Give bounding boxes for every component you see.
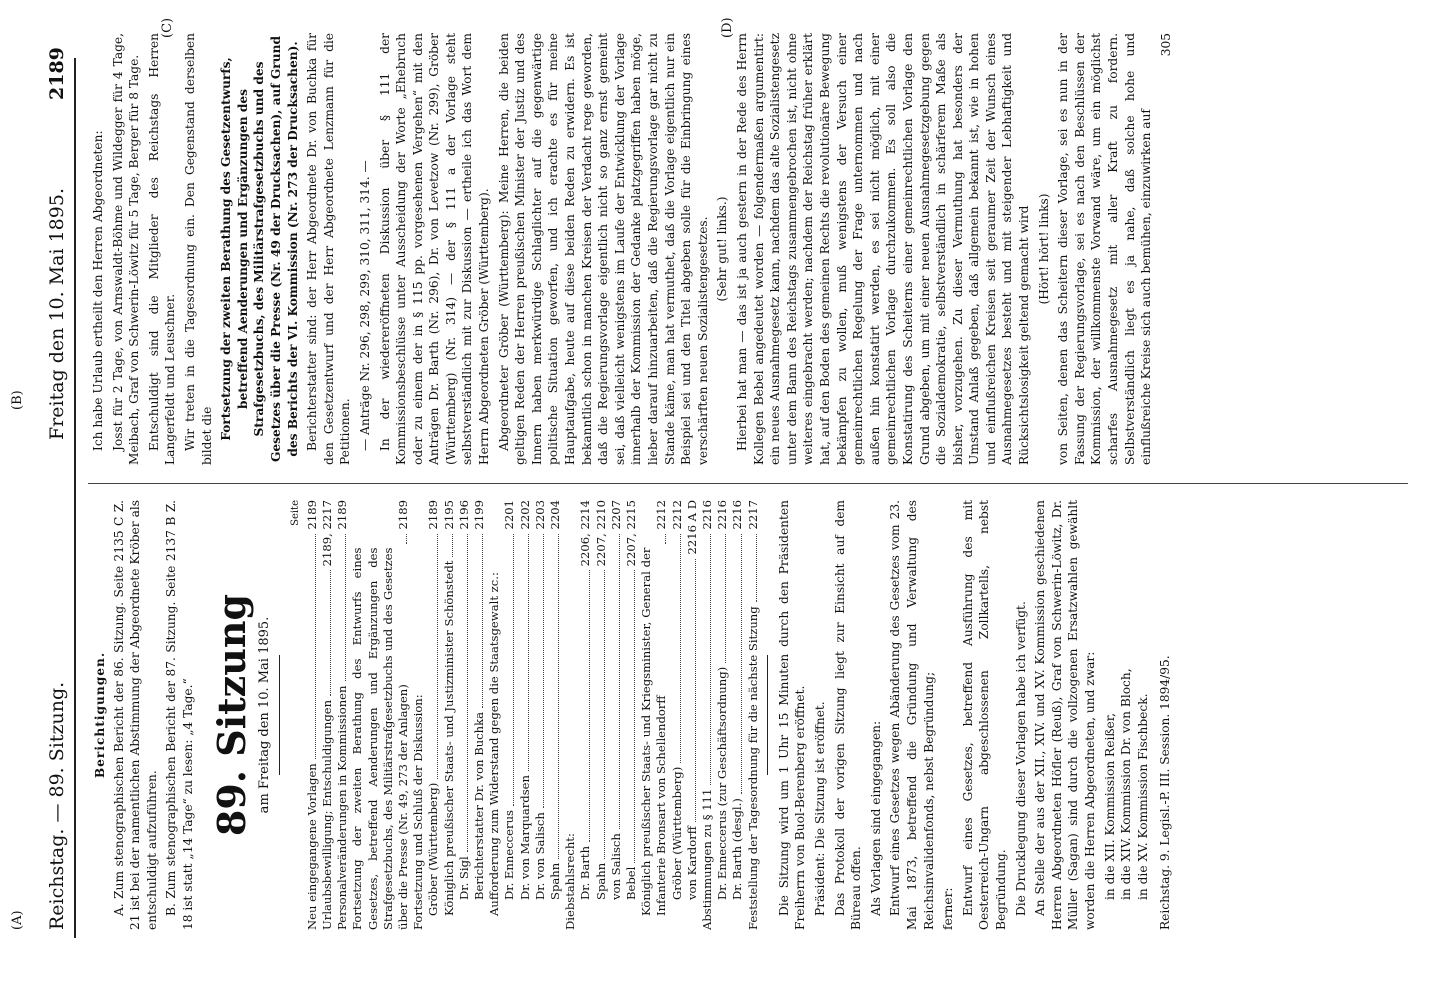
toc-entry [594,500,609,930]
toc-entry-text: Urlaubsbewilligung; Entschuldigungen [319,699,334,930]
toc-entry-page: 2207 [608,500,623,530]
left-column [90,500,1410,930]
toc-leader-dots [315,534,316,760]
toc-entry-text: Fortsetzung und Schluß der Diskussion: [411,694,426,930]
toc-entry-page: 2212 [669,500,684,530]
running-header-left: Reichstag. — 89. Sitzung. [46,681,68,930]
toc-entry [350,500,411,930]
toc-leader-dots [330,570,331,696]
toc-leader-dots [452,534,453,557]
toc-entry [578,500,593,930]
rapporteurs: Berichterstatter sind: der Herr Abgeordnete Dr. von Buchka für den Gesetzentwurf und der Herr Abgeordnete Lenzmann für die Petitionen. [305,33,353,465]
groeber-speech-cont: Hierbei hat man — das ist ja auch gestern in der Rede des Herrn Kollegen Bebel angedeutet worden — folgendermaßen argumentirt: ein neues Ausnahmegesetz kann, nachdem das alte Sozialistengesetz unter dem Bann des Reichstags zusammengebrochen ist, nicht ohne weiteres eingebracht werden; nachdem der Reichstag früher erklärt hat, auf den Boden des gemeinen Rechts die revolutionäre Bewegung bekämpfen zu wollen, muß wenigstens der Versuch einer gemeinrechtlichen Regelung der Frage unternommen und nach außen hin konstatirt werden, es sei nicht möglich, mit einer gemeinrechtlichen Vorlage durchzukommen. Es soll also die Konstatirung des Scheiterns einer gemeinrechtlichen Vorlage den Grund abgeben, um mit einer neuen Ausnahmegesetzgebung gegen die Sozialdemokratie, selbstverständlich in schärferem Maße als bisher, vorzugehen. Zu dieser Vermuthung hat besonders der Umstand Anlaß gegeben, daß allgemein bekannt ist, wie in hohen und einflußreichen Kreisen seit geraumer Zeit der Wunsch eines Ausnahmegesetzes besteht und mit steigender Lebhaftigkeit und Rücksichtslosigkeit geltend gemacht wird [734,33,1032,465]
toc-entry-text: Königlich preußischer Staats- und Justizminister Schönstedt [441,560,456,916]
toc-entry [426,500,441,930]
page-number: 2189 [46,47,68,100]
discussion-intro: In der wiedereröffneten Diskussion über § 111 der Kommissionsbeschlüsse unter Ausscheidung der Worte „Ehebruch oder zu einem der in § 115 pp. vorgesehenen Vergehen“ mit den Anträgen Dr. Barth (Nr. 296), Dr. von Levetzow (Nr. 299), Gröber (Württemberg) (Nr. 314) — der § 111 a der Vorlage steht selbstverständlich mit zur Diskussion — ertheile ich das Wort dem Herrn Abgeordneten Gröber (Württemberg). [377,33,492,465]
page-footer: Reichstag. 9. Legisl.-P. III. Session. 1894/95. [1158,655,1173,930]
toc-entry-page: 2201 [502,500,517,530]
toc-entry-text: Gröber (Württemberg) [426,782,441,916]
toc-entry-page: 2216 [730,500,745,530]
toc-entry-text: Spahn [548,862,562,900]
motions: — Anträge Nr. 296, 298, 299, 310, 311, 314. — [357,160,372,451]
toc-entry [609,500,624,930]
toc-entry-text: Feststellung der Tagesordnung für die nächste Sitzung [745,606,760,930]
toc-entry-page: 2204 [548,500,562,530]
toc-entry [624,500,639,930]
toc-entry-text: Neu eingegangene Vorlagen [304,763,319,930]
column-letter-c: (C) [160,17,175,38]
catchword: 305 [1158,33,1173,57]
toc-entry-text: Abstimmungen zu § 111 [700,788,715,930]
leave-list: Josst für 2 Tage, von Arnswaldt-Böhme und Wildegger für 4 Tage, Meibach, Graf von Schwerin-Löwitz für 5 Tage, Berger für 8 Tage. [110,33,142,465]
toc-leader-dots [619,534,620,830]
toc-leader-dots [528,534,529,772]
toc-leader-dots [543,534,544,809]
toc-entry-text: Dr. von Salisch [532,812,547,900]
leave-statement: Ich habe Urlaub ertheilt den Herren Abgeordneten: [91,130,105,451]
toc-entry-text: Personalveränderungen in Kommissionen [335,685,350,930]
submissions-further: ferner: [941,887,956,930]
commission-xv: in die XV. Kommission Fischbeck. [1135,693,1150,900]
toc-entry-text: Gröber (Württemberg) [669,766,684,900]
toc-leader-dots [406,534,407,544]
toc-leader-dots [604,570,605,858]
corrections-heading: Berichtigungen. [93,651,107,779]
toc-entry-text: Bebel [624,866,639,900]
toc-entry-text: Diebstahlsrecht: [563,833,578,930]
toc-entry-page: 2189 [335,500,350,530]
column-letter-b: (B) [10,390,25,410]
table-of-contents [305,500,761,930]
toc-leader-dots [680,534,681,763]
groeber-speech: Abgeordneter Gröber (Württemberg): Meine Herren, die beiden geltigen Reden der Herren preußischen Minister der Justiz und des Innern haben merkwürdige Schlaglichter auf die gegenwärtige politische Situation geworfen, und ich erachte es für meine Hauptaufgabe, heute auf diese beiden Reden zu erwidern. Es ist bekanntlich schon in manchen Kreisen der Verdacht rege geworden, daß die Regierungsvorlage eigentlich nicht so ganz ernst gemeint sei, daß vielleicht wenigstens im Laufe der Entwicklung der Vorlage innerhalb der Kommission der Gedanke platzgegriffen haben möge, lieber darauf hinzuarbeiten, daß die Regierungsvorlage gar nicht zu Stande käme, man hat vermuthet, daß die Vorlage eigentlich nur ein Beispiel sei und den Titel abgeben solle für die Einbringung eines verschärften neuen Sozialistengesetzes. [496,33,710,465]
session-title: 89. Sitzung [208,593,254,837]
toc-entry-page: 2216 [715,500,730,530]
toc-entry [533,500,548,930]
toc-entry [563,500,578,930]
interjection-hoert: (Hört! hört! links) [1036,193,1051,305]
toc-entry-page: 2202 [517,500,532,530]
toc-entry [320,500,335,930]
toc-entry-text: Dr. Enneccerus [502,810,517,900]
digitization-note [1414,130,1428,970]
opening-paragraph: Die Sitzung wird um 1 Uhr 15 Minuten durch den Präsidenten Freiherrn von Buol-Berenberg eröffnet. [776,500,808,930]
toc-entry [715,500,730,930]
toc-entry [487,500,502,930]
submission-bill-2: Entwurf eines Gesetzes, betreffend Ausführung des mit Oesterreich-Ungarn abgeschlossenen Zollkartells, nebst Begründung. [960,500,1008,930]
toc-entry [518,500,533,930]
toc-entry-page: 2189, 2217 [319,500,334,567]
column-letter-d: (D) [720,17,735,38]
column-letter-a: (A) [10,910,25,930]
toc-entry-text: von Kardorff [684,826,699,900]
toc-leader-dots [665,534,666,544]
toc-entry [639,500,669,930]
toc-entry-page: 2199 [471,500,486,530]
toc-entry-text: Königlich preußischer Staats- und Kriegsminister, General der Infanterie Bronsart von Schellendorff [639,547,669,916]
submissions-intro: Als Vorlagen sind eingegangen: [868,720,883,916]
toc-entry [442,500,457,930]
toc-entry [730,500,745,930]
commission-xiv: in die XIV. Kommission Dr. von Bloch, [1119,668,1134,900]
toc-leader-dots [558,534,559,859]
toc-entry [548,500,563,930]
toc-rule [767,655,768,775]
correction-a: A. Zum stenographischen Bericht der 86. Sitzung. Seite 2135 C Z. 21 ist bei der namentlichen Abstimmung der Abgeordnete Kröber als entschuldigt aufzuführen. [111,500,159,930]
toc-entry [457,500,472,930]
interjection-sehr-gut: (Sehr gut! links.) [715,196,730,302]
toc-entry [335,500,350,930]
toc-entry-page: 2206, 2214 [578,500,593,567]
toc-entry-text: Dr. Barth (desgl.) [730,798,745,900]
toc-entry-page: 2216 A D [684,500,699,555]
toc-entry-page: 2203 [532,500,547,530]
right-column [90,33,1410,465]
toc-leader-dots [725,534,726,663]
toc-leader-dots [345,534,346,682]
toc-leader-dots [467,534,468,853]
toc-entry-page: 2207, 2215 [624,500,639,567]
toc-entry-text: Dr. Sigl [456,856,471,900]
toc-entry [305,500,320,930]
toc-entry-page: 2189 [395,500,410,530]
toc-entry-text: von Salisch [608,833,623,900]
toc-page-label: Seite [290,500,302,526]
toc-leader-dots [589,570,590,842]
submission-bill-1: Entwurf eines Gesetzes wegen Abänderung des Gesetzes vom 23. Mai 1873, betreffend die Gründung und Verwaltung des Reichsinvalidenfonds, nebst Begründung; [888,500,936,930]
toc-leader-dots [437,534,438,779]
toc-entry-page: 2195 [441,500,456,530]
president-opening: Präsident: Die Sitzung ist eröffnet. [813,701,828,916]
toc-entry [411,500,426,930]
agenda-intro: Wir treten in die Tagesordnung ein. Den Gegenstand derselben bildet die [182,33,214,465]
toc-entry-text: Aufforderung zum Widerstand gegen die Staatsgewalt zc.: [487,572,502,916]
toc-entry [472,500,487,930]
toc-entry-page: 2196 [456,500,471,530]
toc-entry-text: Dr. von Marquardsen [517,775,532,900]
toc-entry-page: 2217 [745,500,760,530]
title-rule [279,655,280,775]
agenda-item: Fortsetzung der zweiten Berathung des Gesetzentwurfs, betreffend Aenderungen und Ergänzungen des Strafgesetzbuchs, des Militärstrafgesetzbuchs und des Gesetzes über die Presse (Nr. 49 der Drucksachen), auf Grund des Berichts der VI. Kommission (Nr. 273 der Drucksachen). [219,36,300,462]
toc-leader-dots [756,534,757,603]
toc-leader-dots [741,534,742,795]
toc-entry-text: Berichterstatter Dr. von Buchka [471,711,486,900]
toc-entry [700,500,715,930]
toc-leader-dots [482,534,483,708]
toc-leader-dots [513,534,514,806]
excused-members: Entschuldigt sind die Mitglieder des Reichstags Herren Langerfeldt und Leuschner. [146,33,178,465]
header-rule [74,58,76,938]
toc-entry-page: 2207, 2210 [593,500,608,567]
toc-entry-page: 2189 [426,500,441,530]
toc-entry-text: Dr. Enneccerus (zur Geschäftsordnung) [715,666,730,900]
session-date: am Freitag den 10. Mai 1895. [256,616,272,814]
toc-entry-page: 2212 [654,500,669,530]
commission-replacements: An Stelle der aus der XII., XIV. und XV. Kommission geschiedenen Herren Abgeordneten Höfler (Reuß), Graf von Schwerin-Löwitz, Dr. Müller (Sagan) sind durch die vollzogenen Ersatzwahlen gewählt worden die Herren Abgeordneten, und zwar: [1033,500,1097,930]
toc-entry [685,500,700,930]
toc-leader-dots [695,559,696,822]
toc-entry [746,500,761,930]
toc-entry [670,500,685,930]
commission-xii: in die XII. Kommission Reißer, [1102,712,1117,900]
toc-entry-text: Dr. Barth [578,845,593,900]
correction-b: B. Zum stenographischen Bericht der 87. Sitzung. Seite 2137 B Z. 18 ist statt „14 Tage“ zu lesen: „4 Tage.“ [164,500,195,930]
protocol-note: Das Protokoll der vorigen Sitzung liegt zur Einsicht auf dem Büreau offen. [832,500,864,930]
toc-entry-page: 2189 [304,500,319,530]
running-header-date: Freitag den 10. Mai 1895. [46,188,68,440]
toc-entry-text: Spahn [593,862,608,900]
printing-order: Die Drucklegung dieser Vorlagen habe ich verfügt. [1013,601,1028,916]
toc-leader-dots [710,534,711,785]
groeber-speech-end: von Seiten, denen das Scheitern dieser Vorlage, sei es nun in der Fassung der Regierungsvorlage, sei es nach den Beschlüssen der Kommission, der willkommenste Vorwand wäre, um ein möglichst scharfes Ausnahmegesetz mit aller Kraft zu fordern. Selbstverständlich liegt es ja nahe, daß solche hohe und einflußreiche Kreise sich auch bemühen, einzuwirken auf [1056,33,1154,465]
toc-entry [502,500,517,930]
toc-entry-page: 2216 [700,500,715,530]
toc-leader-dots [634,570,635,862]
column-divider [88,483,1408,484]
toc-entry-text: Fortsetzung der zweiten Berathung des Entwurfs eines Gesetzes, betreffend Aenderungen und Ergänzungen des Strafgesetzbuchs, des Militärstrafgesetzbuchs und des Gesetzes über die Presse (Nr. 49, 273 der Anlagen) [350,547,410,930]
